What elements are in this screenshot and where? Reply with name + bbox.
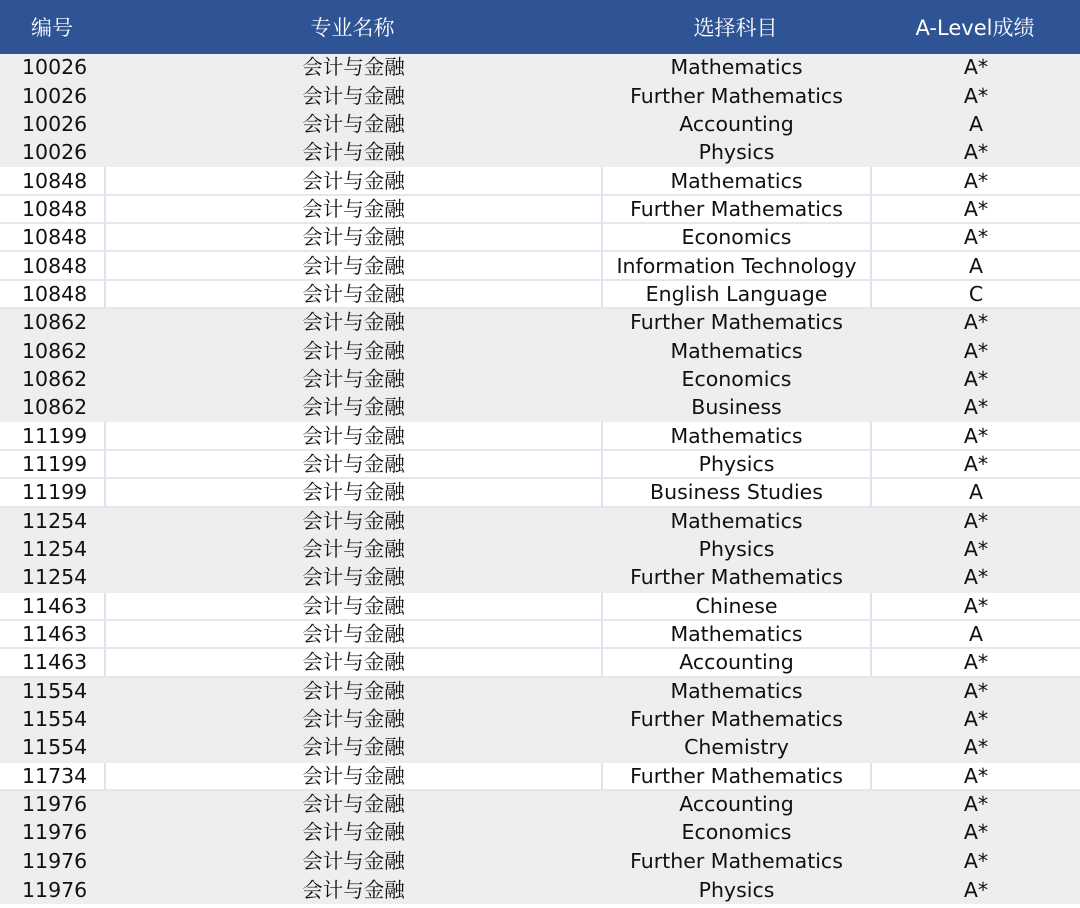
cell-grade: A* [870, 422, 1080, 450]
cell-major: 会计与金融 [104, 876, 601, 904]
cell-id: 10862 [0, 394, 104, 422]
cell-id: 11254 [0, 564, 104, 592]
header-id: 编号 [31, 16, 73, 40]
cell-subject: Business [601, 394, 870, 422]
table-row [0, 649, 1080, 677]
header-major: 专业名称 [310, 16, 395, 40]
cell-subject: Physics [601, 451, 870, 479]
cell-major: 会计与金融 [104, 734, 601, 762]
table-row [0, 366, 1080, 394]
cell-grade: A* [870, 337, 1080, 365]
cell-subject: Mathematics [601, 678, 870, 706]
cell-major: 会计与金融 [104, 848, 601, 876]
table-row [0, 309, 1080, 337]
cell-subject: Mathematics [601, 621, 870, 649]
table-row [0, 196, 1080, 224]
cell-id: 11554 [0, 706, 104, 734]
cell-grade: A* [870, 819, 1080, 847]
cell-id: 10848 [0, 196, 104, 224]
table-row [0, 451, 1080, 479]
table-row [0, 54, 1080, 82]
cell-subject: Further Mathematics [601, 196, 870, 224]
cell-major: 会计与金融 [104, 337, 601, 365]
cell-subject: Mathematics [601, 422, 870, 450]
table-row [0, 678, 1080, 706]
cell-subject: Accounting [601, 111, 870, 139]
table-row [0, 734, 1080, 762]
table-row [0, 337, 1080, 365]
cell-id: 11976 [0, 791, 104, 819]
cell-grade: A* [870, 734, 1080, 762]
table-row [0, 82, 1080, 110]
cell-grade: A* [870, 139, 1080, 167]
cell-subject: Information Technology [601, 252, 870, 280]
table-row [0, 791, 1080, 819]
cell-id: 10848 [0, 224, 104, 252]
cell-subject: Mathematics [601, 337, 870, 365]
cell-grade: A* [870, 224, 1080, 252]
table-row [0, 111, 1080, 139]
cell-subject: Physics [601, 139, 870, 167]
cell-subject: Economics [601, 366, 870, 394]
header-subject: 选择科目 [693, 16, 778, 40]
cell-major: 会计与金融 [104, 706, 601, 734]
cell-major: 会计与金融 [104, 394, 601, 422]
cell-grade: A* [870, 564, 1080, 592]
cell-id: 11199 [0, 479, 104, 507]
table-row [0, 621, 1080, 649]
cell-id: 11976 [0, 876, 104, 904]
cell-grade: A* [870, 763, 1080, 791]
table-header [0, 0, 1080, 54]
cell-id: 11976 [0, 819, 104, 847]
cell-grade: A* [870, 54, 1080, 82]
cell-grade: A* [870, 678, 1080, 706]
cell-major: 会计与金融 [104, 139, 601, 167]
cell-major: 会计与金融 [104, 536, 601, 564]
cell-id: 10848 [0, 252, 104, 280]
table-row [0, 593, 1080, 621]
cell-id: 11463 [0, 649, 104, 677]
header-row [0, 0, 1080, 54]
cell-grade: A* [870, 167, 1080, 195]
cell-id: 11554 [0, 734, 104, 762]
cell-grade: A* [870, 536, 1080, 564]
cell-major: 会计与金融 [104, 422, 601, 450]
cell-major: 会计与金融 [104, 621, 601, 649]
cell-id: 10026 [0, 139, 104, 167]
cell-subject: Further Mathematics [601, 848, 870, 876]
cell-grade: A* [870, 706, 1080, 734]
cell-major: 会计与金融 [104, 196, 601, 224]
cell-grade: A* [870, 451, 1080, 479]
cell-grade: C [870, 281, 1080, 309]
cell-subject: Further Mathematics [601, 309, 870, 337]
cell-grade: A* [870, 848, 1080, 876]
cell-id: 10862 [0, 366, 104, 394]
table-row [0, 167, 1080, 195]
cell-grade: A* [870, 394, 1080, 422]
cell-grade: A* [870, 508, 1080, 536]
cell-grade: A* [870, 791, 1080, 819]
cell-subject: Economics [601, 224, 870, 252]
cell-id: 11463 [0, 621, 104, 649]
cell-id: 10026 [0, 111, 104, 139]
cell-grade: A* [870, 649, 1080, 677]
cell-subject: Physics [601, 876, 870, 904]
cell-id: 10862 [0, 337, 104, 365]
table-body [0, 54, 1080, 904]
table-row [0, 876, 1080, 904]
cell-major: 会计与金融 [104, 678, 601, 706]
cell-id: 11199 [0, 422, 104, 450]
cell-major: 会计与金融 [104, 224, 601, 252]
cell-subject: Accounting [601, 791, 870, 819]
cell-subject: Mathematics [601, 167, 870, 195]
cell-grade: A* [870, 876, 1080, 904]
cell-id: 10848 [0, 167, 104, 195]
table-row [0, 224, 1080, 252]
table-row [0, 536, 1080, 564]
cell-id: 10862 [0, 309, 104, 337]
cell-subject: Further Mathematics [601, 706, 870, 734]
table-row [0, 848, 1080, 876]
cell-major: 会计与金融 [104, 252, 601, 280]
cell-id: 11554 [0, 678, 104, 706]
table-row [0, 508, 1080, 536]
table-row [0, 139, 1080, 167]
cell-major: 会计与金融 [104, 111, 601, 139]
cell-major: 会计与金融 [104, 366, 601, 394]
cell-major: 会计与金融 [104, 167, 601, 195]
cell-grade: A [870, 621, 1080, 649]
cell-subject: Chemistry [601, 734, 870, 762]
cell-id: 11976 [0, 848, 104, 876]
cell-major: 会计与金融 [104, 593, 601, 621]
cell-subject: Mathematics [601, 54, 870, 82]
cell-id: 10026 [0, 82, 104, 110]
cell-grade: A* [870, 593, 1080, 621]
cell-major: 会计与金融 [104, 54, 601, 82]
cell-subject: English Language [601, 281, 870, 309]
cell-grade: A* [870, 196, 1080, 224]
cell-major: 会计与金融 [104, 281, 601, 309]
cell-subject: Mathematics [601, 508, 870, 536]
cell-grade: A [870, 479, 1080, 507]
cell-major: 会计与金融 [104, 479, 601, 507]
table-row [0, 394, 1080, 422]
cell-major: 会计与金融 [104, 763, 601, 791]
cell-major: 会计与金融 [104, 451, 601, 479]
cell-id: 11463 [0, 593, 104, 621]
table-row [0, 763, 1080, 791]
cell-major: 会计与金融 [104, 819, 601, 847]
cell-id: 11254 [0, 536, 104, 564]
table-row [0, 706, 1080, 734]
cell-grade: A [870, 111, 1080, 139]
cell-major: 会计与金融 [104, 791, 601, 819]
table-row [0, 564, 1080, 592]
cell-major: 会计与金融 [104, 508, 601, 536]
cell-major: 会计与金融 [104, 82, 601, 110]
cell-id: 11734 [0, 763, 104, 791]
cell-subject: Further Mathematics [601, 763, 870, 791]
cell-subject: Accounting [601, 649, 870, 677]
cell-grade: A [870, 252, 1080, 280]
cell-grade: A* [870, 366, 1080, 394]
table-row [0, 819, 1080, 847]
cell-grade: A* [870, 309, 1080, 337]
table-row [0, 422, 1080, 450]
cell-subject: Further Mathematics [601, 82, 870, 110]
cell-id: 10026 [0, 54, 104, 82]
cell-major: 会计与金融 [104, 649, 601, 677]
cell-major: 会计与金融 [104, 309, 601, 337]
cell-subject: Further Mathematics [601, 564, 870, 592]
table-row [0, 479, 1080, 507]
cell-subject: Physics [601, 536, 870, 564]
cell-subject: Business Studies [601, 479, 870, 507]
table-row [0, 252, 1080, 280]
header-grade: A-Level成绩 [915, 16, 1035, 40]
cell-id: 11199 [0, 451, 104, 479]
cell-id: 11254 [0, 508, 104, 536]
cell-subject: Economics [601, 819, 870, 847]
cell-major: 会计与金融 [104, 564, 601, 592]
cell-grade: A* [870, 82, 1080, 110]
cell-id: 10848 [0, 281, 104, 309]
table-row [0, 281, 1080, 309]
cell-subject: Chinese [601, 593, 870, 621]
